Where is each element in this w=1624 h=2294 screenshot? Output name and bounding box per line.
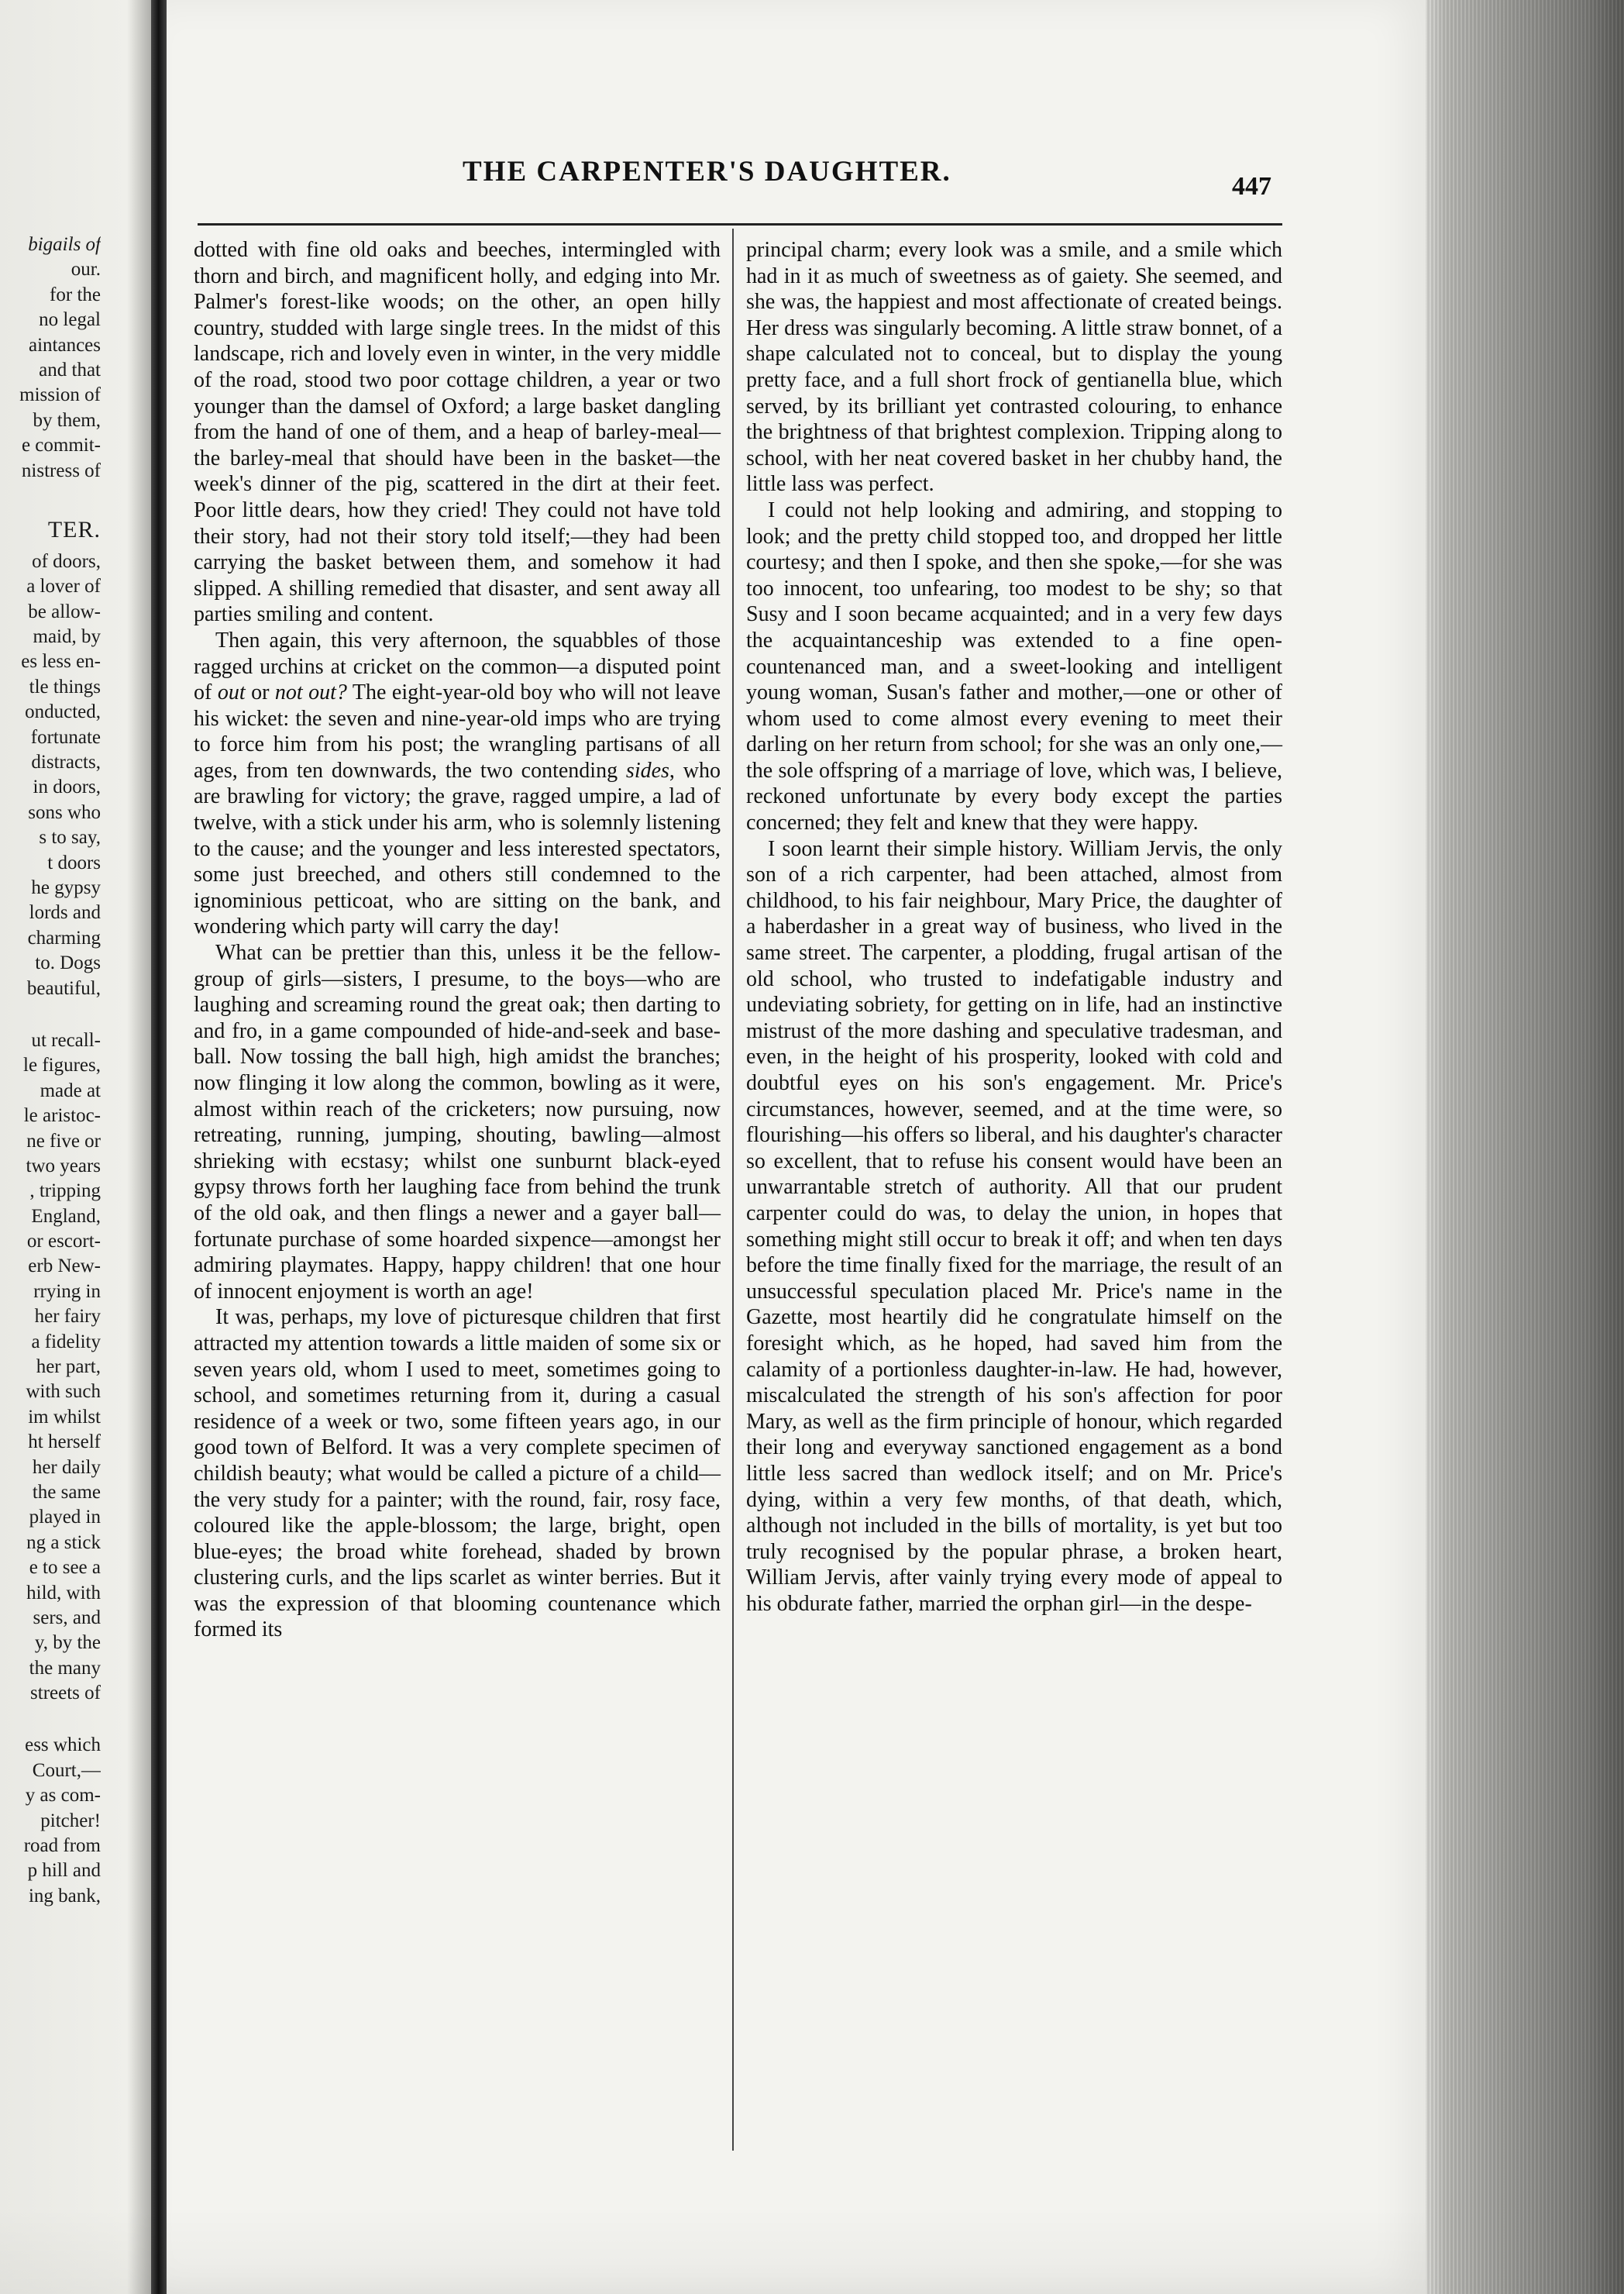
fragment-line: nistress of xyxy=(21,460,101,481)
fragment-line: to. Dogs xyxy=(35,952,101,974)
fragment-line: sers, and xyxy=(33,1607,101,1628)
fragment-line: sons who xyxy=(28,801,101,823)
fragment-line: lords and xyxy=(29,902,101,924)
fragment-line: England, xyxy=(31,1205,101,1227)
fragment-line: our. xyxy=(71,259,101,281)
fragment-line: charming xyxy=(27,927,101,949)
fragment-line: pitcher! xyxy=(40,1810,101,1831)
fragment-line: road from xyxy=(23,1835,101,1857)
fragment-line: streets of xyxy=(30,1683,101,1704)
fragment-line: erb New- xyxy=(28,1256,101,1277)
fragment-line: in doors, xyxy=(33,777,101,798)
fragment-line: the same xyxy=(32,1481,101,1503)
paragraph: I could not help looking and admiring, and stopping to look; and the pretty child stopped too, and dropped her little courtesy; and then I spoke, and then she spoke,—for she was too innocent, too unfearing, too modest to be shy; so that Susy and I soon became acquainted; and in a very few days the acquaintanceship was extended to a fine open-countenanced man, and a sweet-looking and intelligent young woman, Susan's father and mother,—one or other of whom used to come almost every evening to meet their darling on her return from school; for she was an only one,—the sole offspring of a marriage of love, which was, I believe, reckoned unfortunate by every body except the parties concerned; they felt and knew that they were happy. xyxy=(746,498,1282,835)
fragment-line: he gypsy xyxy=(31,877,101,898)
fragment-line: onducted, xyxy=(25,701,101,723)
fragment-line: with such xyxy=(26,1381,101,1403)
fragment-line: rrying in xyxy=(33,1280,101,1302)
fragment-line: for the xyxy=(50,284,101,305)
paragraph: principal charm; every look was a smile, and a smile which had in it as much of sweetness as of gaiety. She seemed, and she was, the happiest and most affectionate of created beings. Her dress was singularly becoming. A little straw bonnet, of a shape calculated not to conceal, but to display the young pretty face, and a full short frock of gentianella blue, which served, by its brilliant yet contrasted colouring, to enhance the brightness of that brightest complexion. Tripping along to school, with her neat covered basket in her chubby hand, the little lass was perfect. xyxy=(746,238,1282,497)
fragment-line: ht herself xyxy=(28,1431,101,1453)
fragment-line: no legal xyxy=(39,309,101,331)
fragment-line: le aristoc- xyxy=(23,1105,101,1127)
paragraph: It was, perhaps, my love of picturesque children that first attracted my attention towards a little maiden of some six or seven years old, whom I used to meet, sometimes going to school, and sometimes returning from it, during a casual residence of a week or two, some fifteen years ago, in our good town of Belford. It was a very complete specimen of childish beauty; what would be called a picture of a child—the very study for a painter; with the round, fair, rosy face, coloured like the apple-blossom; the large, bright, open blue-eyes; the broad white forehead, shaded by brown clustering curls, and the lips scarlet as winter berries. But it was the expression of that blooming countenance which formed its xyxy=(194,1305,721,1642)
right-column xyxy=(746,237,1282,1617)
header-rule xyxy=(198,223,1282,226)
fragment-line: by them, xyxy=(33,409,101,431)
fragment-line: t doors xyxy=(47,852,101,873)
fragment-line: tle things xyxy=(29,676,101,698)
fragment-line: p hill and xyxy=(27,1860,101,1882)
running-head: THE CARPENTER'S DAUGHTER. xyxy=(463,156,951,188)
fragment-line: y, by the xyxy=(34,1632,101,1654)
fragment-line: hild, with xyxy=(26,1582,101,1603)
previous-page-text-column xyxy=(0,232,101,1909)
fragment-line: mission of xyxy=(19,384,101,406)
fragment-line: le figures, xyxy=(23,1055,101,1076)
fragment-line: ing bank, xyxy=(28,1885,101,1906)
paragraph: What can be prettier than this, unless it be the fellow-group of girls—sisters, I presume, to the boys—who are laughing and screaming round the great oak; then darting to and fro, in a game compounded of hide-and-seek and base-ball. Now tossing the ball high, high amidst the branches; now flinging it low along the common, bowling as it were, almost within reach of the cricketers; now pursuing, now retreating, running, jumping, shouting, bawling—almost shrieking with ecstasy; whilst one sunburnt black-eyed gypsy throws forth her laughing face from behind the trunk of the old oak, and then flings a newer and a gayer ball—fortunate purchase of some hoarded sixpence—amongst her admiring playmates. Happy, happy children! that one hour of innocent enjoyment is worth an age! xyxy=(194,941,721,1304)
fragment-line: of doors, xyxy=(32,550,101,572)
fragment-line: aintances xyxy=(28,334,101,356)
fragment-line: her daily xyxy=(32,1456,101,1478)
fragment-line: ess which xyxy=(25,1734,101,1756)
fragment-line: made at xyxy=(40,1080,101,1101)
fragment-line: ng a stick xyxy=(26,1531,101,1553)
fragment-line xyxy=(0,1706,101,1733)
fragment-line: fortunate xyxy=(30,726,101,748)
fragment-line: ne five or xyxy=(26,1130,101,1152)
previous-page-fragment xyxy=(0,0,159,2294)
fragment-line xyxy=(0,1001,101,1028)
fragment-line: beautiful, xyxy=(26,977,101,999)
fragment-line: and that xyxy=(39,359,101,381)
paragraph: dotted with fine old oaks and beeches, intermingled with thorn and birch, and magnificent holly, and edging into Mr. Palmer's forest-like woods; on the other, an open hilly country, studded with large single trees. In the midst of this landscape, rich and lovely even in winter, in the very middle of the road, stood two poor cottage children, a year or two younger than the damsel of Oxford; a large basket dangling from the hand of one of them, and a heap of barley-meal—the barley-meal that should have been in the basket—the week's dinner of the pig, scattered in the dirt at their feet. Poor little dears, how they cried! They could not have told their story, had not their story told itself;—they had been carrying the basket between them, and somehow it had slipped. A shilling remedied that disaster, and sent away all parties smiling and content. xyxy=(194,238,721,627)
fragment-line: im whilst xyxy=(28,1406,101,1428)
fragment-line: s to say, xyxy=(39,827,101,849)
fragment-line: bigails of xyxy=(28,234,101,255)
fragment-line: played in xyxy=(29,1507,101,1528)
fragment-line: es less en- xyxy=(21,651,101,673)
fragment-line: ut recall- xyxy=(31,1029,101,1051)
left-column xyxy=(194,237,721,1643)
column-divider xyxy=(732,229,734,2151)
page-edges xyxy=(1426,0,1624,2294)
fragment-line: e to see a xyxy=(29,1557,101,1579)
fragment-line: , tripping xyxy=(29,1180,101,1202)
fragment-line: y as com- xyxy=(25,1785,101,1807)
fragment-line: distracts, xyxy=(31,752,101,773)
fragment-line: TER. xyxy=(47,516,101,542)
page-bottom-shade xyxy=(0,2209,1426,2294)
paragraph: Then again, this very afternoon, the squabbles of those ragged urchins at cricket on the common—a disputed point of out or not out? The eight-year-old boy who will not leave his wicket: the seven and nine-year-old imps who are trying to force him from his post; the wrangling partisans of all ages, from ten downwards, the two contending sides, who are brawling for victory; the grave, ragged umpire, a lad of twelve, with a stick under his arm, who is solemnly listening to the cause; and the younger and less interested spectators, some just breeched, and others still condemned to the ignominious petticoat, who are sitting on the bank, and wondering which party will carry the day! xyxy=(194,628,721,939)
fragment-line: or escort- xyxy=(26,1231,101,1252)
page-number: 447 xyxy=(1232,172,1271,201)
fragment-line: Court,— xyxy=(32,1759,101,1781)
fragment-line: her part, xyxy=(36,1356,101,1378)
fragment-line: a lover of xyxy=(26,576,101,598)
fragment-line: be allow- xyxy=(28,601,101,622)
fragment-line: her fairy xyxy=(34,1306,101,1328)
fragment-line: two years xyxy=(26,1155,101,1176)
fragment-line: e commit- xyxy=(21,435,101,456)
fragment-line: a fidelity xyxy=(31,1331,101,1352)
fragment-line: maid, by xyxy=(33,626,101,648)
paragraph: I soon learnt their simple history. William Jervis, the only son of a rich carpenter, had been attached, almost from childhood, to his fair neighbour, Mary Price, the daughter of a haberdasher in a great way of business, who lived in the same street. The carpenter, a plodding, frugal artisan of the old school, who trusted to indefatigable industry and undeviating sobriety, for getting on in life, had an instinctive mistrust of the more dashing and speculative tradesman, and even, in the height of his prosperity, looked with cold and doubtful eyes on his son's engagement. Mr. Price's circumstances, however, seemed, and at the time were, so flourishing—his offers so liberal, and his daughter's character so excellent, that to refuse his consent would have been an unwarrantable stretch of authority. All that our prudent carpenter could do was, to delay the union, in hopes that something might still occur to break it off; and when ten days before the time finally fixed for the marriage, the result of an unsuccessful speculation placed Mr. Price's name in the Gazette, most heartily did he congratulate himself on the foresight which, as he hoped, had saved him from the calamity of a portionless daughter-in-law. He had, however, miscalculated the strength of his son's affection for poor Mary, as well as the firm principle of honour, which regarded their long and everyway sanctioned engagement as a bond little less sacred than wedlock itself; and on Mr. Price's dying, within a very few months, of that death, which, although not included in the bills of mortality, is yet but too truly recognised by the popular phrase, a broken heart, William Jervis, after vainly trying every mode of appeal to his obdurate father, married the orphan girl—in the despe- xyxy=(746,836,1282,1616)
fragment-line xyxy=(0,484,101,511)
fragment-line: the many xyxy=(29,1657,101,1679)
